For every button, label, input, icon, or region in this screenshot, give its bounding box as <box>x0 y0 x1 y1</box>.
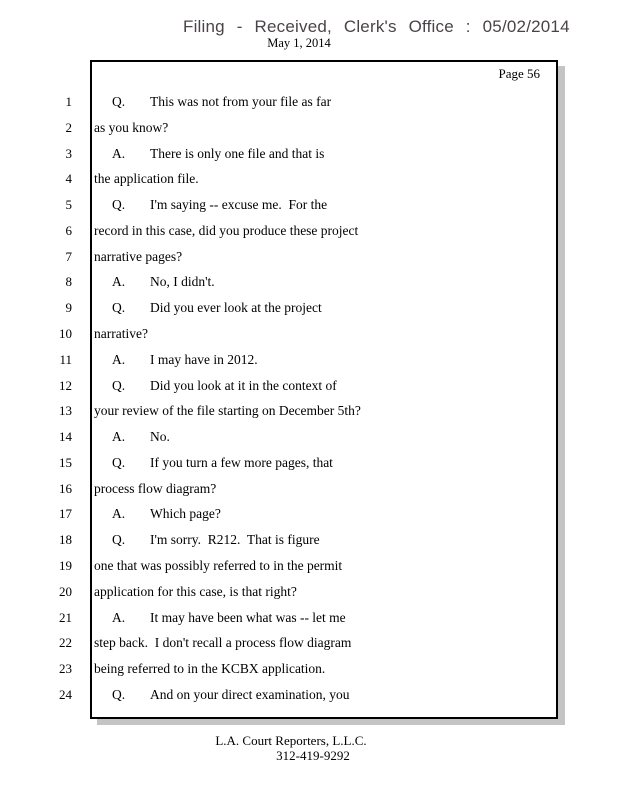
transcript-line <box>40 660 325 677</box>
line-number: 13 <box>59 403 72 418</box>
line-number: 6 <box>65 223 72 238</box>
transcript-line <box>40 505 221 522</box>
line-number: 10 <box>59 326 72 341</box>
line-text: A. No, I didn't. <box>112 274 215 289</box>
qa-prefix: A. <box>112 506 126 521</box>
transcript-line <box>40 454 333 471</box>
transcript-line <box>40 196 327 213</box>
transcript-line <box>40 273 215 290</box>
qa-prefix: Q. <box>112 455 126 470</box>
transcript-line <box>40 222 358 239</box>
line-number: 7 <box>65 249 72 264</box>
transcript-line <box>40 531 320 548</box>
line-number: 3 <box>65 146 72 161</box>
transcript-line <box>40 402 361 419</box>
line-number: 1 <box>65 94 72 109</box>
line-number: 24 <box>59 687 72 702</box>
line-text: Q. I'm saying -- excuse me. For the <box>112 197 328 212</box>
qa-prefix: Q. <box>112 532 126 547</box>
line-text: the application file. <box>94 171 199 186</box>
transcript-line <box>40 583 297 600</box>
line-number: 15 <box>59 455 72 470</box>
line-number: 4 <box>65 171 72 186</box>
filing-stamp: Filing - Received, Clerk's Office : 05/02/2014 <box>183 17 570 36</box>
line-text: Q. Did you ever look at the project <box>112 300 322 315</box>
line-number: 20 <box>59 584 72 599</box>
line-text: Q. I'm sorry. R212. That is figure <box>112 532 320 547</box>
line-number: 17 <box>59 506 72 521</box>
line-number: 22 <box>59 635 72 650</box>
line-text: record in this case, did you produce these project <box>94 223 359 238</box>
line-number: 8 <box>65 274 72 289</box>
transcript-line <box>40 299 322 316</box>
line-number: 16 <box>59 481 72 496</box>
line-number: 19 <box>59 558 72 573</box>
line-text: narrative? <box>94 326 148 341</box>
transcript-line <box>40 428 170 445</box>
line-text: one that was possibly referred to in the permit <box>94 558 343 573</box>
line-text: Q. If you turn a few more pages, that <box>112 455 333 470</box>
qa-prefix: Q. <box>112 687 126 702</box>
transcript-line <box>40 248 182 265</box>
page-number: Page 56 <box>498 66 540 81</box>
line-number: 12 <box>59 378 72 393</box>
line-text: Q. This was not from your file as far <box>112 94 332 109</box>
line-text: A. Which page? <box>112 506 221 521</box>
line-number: 14 <box>59 429 72 444</box>
line-text: process flow diagram? <box>94 481 217 496</box>
qa-prefix: A. <box>112 429 126 444</box>
line-text: step back. I don't recall a process flow diagram <box>94 635 352 650</box>
qa-prefix: Q. <box>112 300 126 315</box>
line-number: 21 <box>59 610 72 625</box>
line-text: A. There is only one file and that is <box>112 146 325 161</box>
reporter-company: L.A. Court Reporters, L.L.C. <box>215 733 367 748</box>
line-number: 23 <box>59 661 72 676</box>
transcript-line <box>40 377 337 394</box>
line-number: 18 <box>59 532 72 547</box>
transcript-line <box>40 686 349 703</box>
line-text: application for this case, is that right? <box>94 584 297 599</box>
line-text: narrative pages? <box>94 249 183 264</box>
qa-prefix: Q. <box>112 197 126 212</box>
transcript-line <box>40 609 346 626</box>
qa-prefix: Q. <box>112 94 126 109</box>
transcript-line <box>40 351 258 368</box>
transcript-line <box>40 145 324 162</box>
qa-prefix: A. <box>112 610 126 625</box>
line-text: Q. Did you look at it in the context of <box>112 378 337 393</box>
qa-prefix: A. <box>112 352 126 367</box>
transcript-line <box>40 170 199 187</box>
transcript-line <box>40 325 148 342</box>
line-text: A. I may have in 2012. <box>112 352 258 367</box>
qa-prefix: Q. <box>112 378 126 393</box>
line-text: A. No. <box>112 429 170 444</box>
transcript-line <box>40 119 168 136</box>
qa-prefix: A. <box>112 146 126 161</box>
line-number: 11 <box>59 352 72 367</box>
line-text: as you know? <box>94 120 169 135</box>
line-text: being referred to in the KCBX application. <box>94 661 326 676</box>
transcript-line <box>40 480 216 497</box>
qa-prefix: A. <box>112 274 126 289</box>
transcript-line <box>40 634 351 651</box>
line-text: Q. And on your direct examination, you <box>112 687 350 702</box>
line-number: 9 <box>65 300 72 315</box>
transcript-line <box>40 557 342 574</box>
transcript-line <box>40 93 331 110</box>
line-number: 2 <box>65 120 72 135</box>
line-text: your review of the file starting on December 5th? <box>94 403 361 418</box>
line-text: A. It may have been what was -- let me <box>112 610 346 625</box>
reporter-phone: 312-419-9292 <box>276 748 350 763</box>
line-number: 5 <box>65 197 72 212</box>
date-line: May 1, 2014 <box>267 36 331 50</box>
